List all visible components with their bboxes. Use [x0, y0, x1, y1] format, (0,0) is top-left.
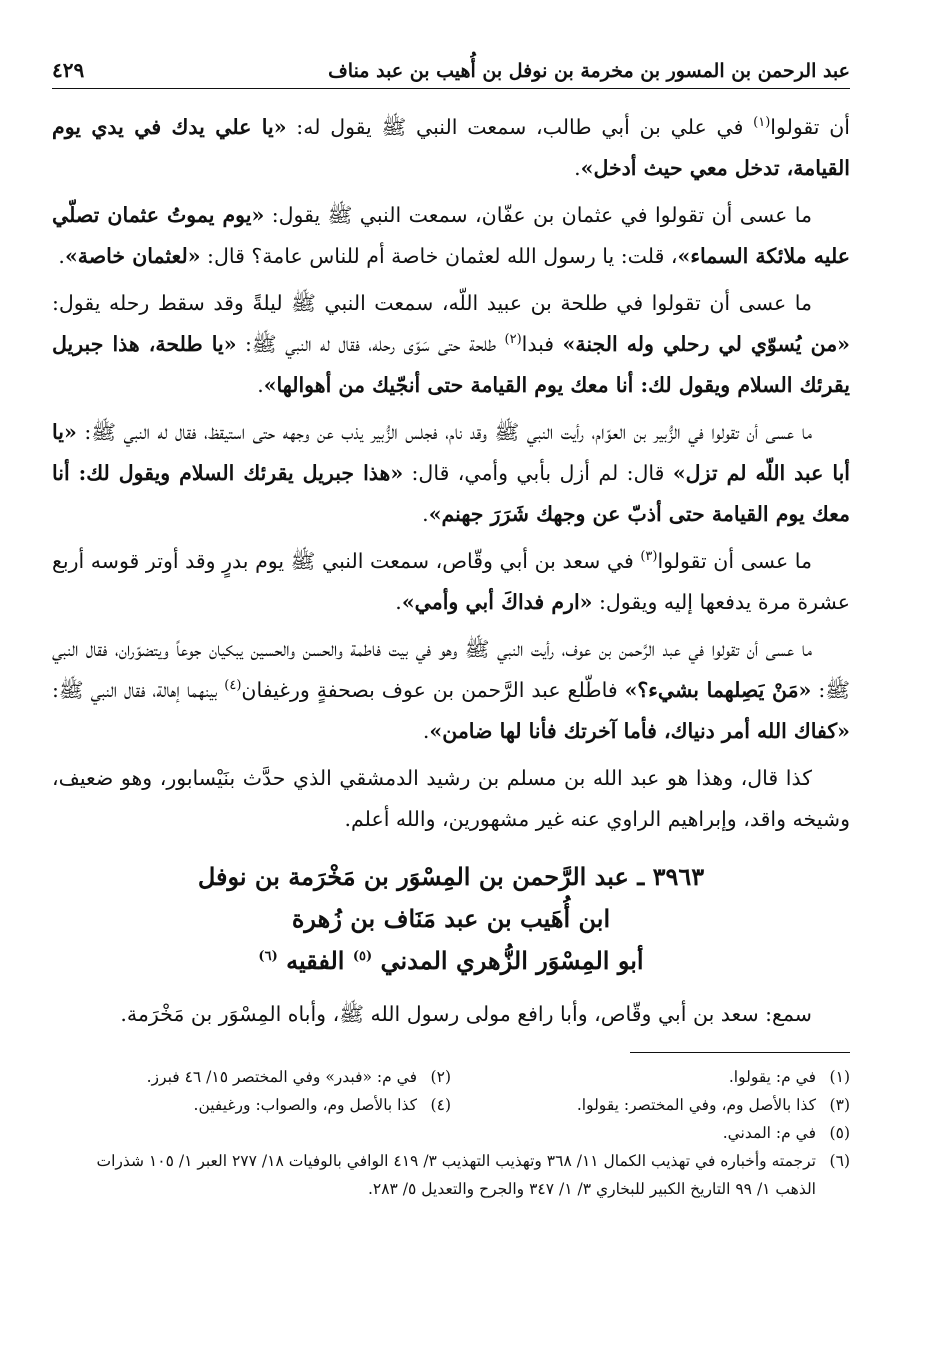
footnote-number: (٣) [829, 1096, 850, 1114]
hadith-quote: «من يُسوّي لي رحلي وله الجنة» [562, 332, 850, 356]
footnote-text: ترجمته وأخباره في تهذيب الكمال ١١/ ٣٦٨ وتهذيب التهذيب ٣/ ٤١٩ الوافي بالوفيات ١٨/ ٢٧٧ العبر ١/ ١٠٥ شذرات الذهب ١/ ٩٩ التاريخ الكبير للبخاري ٣/ ١/ ٣٤٧ والجرح والتعديل ٥/ ٢٨٣. [96, 1152, 816, 1198]
footnote-marker: (٥) [352, 949, 373, 964]
entry-epithet: الفقيه [277, 946, 353, 975]
footnotes [52, 1063, 850, 1203]
footnote-number: (٥) [829, 1124, 850, 1142]
text-run: فاطّلع عبد الرَّحمن بن عوف بصحفةٍ ورغيفان [241, 678, 625, 702]
footnote [52, 1119, 850, 1147]
footnote-marker: (٣) [640, 549, 658, 565]
text-run: ، قلت: يا رسول الله لعثمان خاصة أم للناس عامة؟ قال: [200, 244, 678, 268]
text-run: . [422, 502, 429, 526]
biography-entry-title [52, 856, 850, 982]
text-run: قال: لم أزل بأبي وأمي، قال: [403, 461, 673, 485]
book-page [52, 58, 850, 1203]
page-number: ٤٢٩ [52, 58, 85, 82]
entry-body: سمع: سعد بن أبي وقّاص، وأبا رافع مولى رسول الله ﷺ، وأباه المِسْوَر بن مَخْرَمة. [120, 1002, 812, 1026]
text-run: ما عسى أن تقولوا في طلحة بن عبيد اللّه، سمعت النبي ﷺ ليلةً وقد سقط رحله يقول: [52, 291, 812, 315]
footnote-text: في م: «فبدر» وفي المختصر ١٥/ ٤٦ فبرز. [146, 1068, 417, 1086]
text-run: أن تقولوا [770, 115, 851, 139]
text-run: كذا قال، وهذا هو عبد الله بن مسلم بن رشيد الدمشقي الذي حدَّث بنَيْسابور، وهو ضعيف، وشيخه واقد، وإبراهيم الراوي عنه غير مشهورين، والله أعلم. [52, 766, 850, 831]
footnote-number: (٦) [829, 1152, 850, 1170]
text-run: . [58, 244, 65, 268]
text-paragraph [52, 107, 850, 189]
footnote-number: (١) [829, 1068, 850, 1086]
main-text [52, 107, 850, 840]
text-run: في علي بن أبي طالب، سمعت النبي ﷺ يقول له: [286, 115, 754, 139]
text-paragraph [52, 541, 850, 623]
text-run: ما عسى أن تقولوا [657, 549, 812, 573]
footnote [451, 1091, 850, 1119]
footnote-marker: (١) [753, 115, 771, 131]
text-paragraph [52, 195, 850, 277]
footnote-text: كذا بالأصل وم، والصواب: ورغيفين. [193, 1096, 417, 1114]
hadith-quote: «كفاك الله أمر دنياك، فأما آخرتك فأنا لها ضامن» [429, 719, 850, 743]
text-run: . [422, 719, 430, 743]
text-run: . [257, 373, 264, 397]
entry-title-line [52, 940, 850, 982]
running-title: عبد الرحمن بن المسور بن مخرمة بن نوفل بن أُهيب بن عبد مناف [328, 60, 850, 82]
text-run: فبدا [521, 332, 563, 356]
entry-kunya: أبو المِسْوَر الزُّهري المدني [372, 946, 644, 975]
footnote-divider [630, 1052, 850, 1053]
text-paragraph [52, 412, 850, 535]
hadith-quote: «لعثمان خاصة» [64, 244, 201, 268]
footnote [52, 1091, 451, 1119]
text-paragraph [52, 758, 850, 840]
footnote-text: في م: المدني. [722, 1124, 816, 1142]
entry-title-line: ابن أُهَيب بن عبد مَنَاف بن زُهرة [291, 904, 611, 933]
footnote [52, 1063, 451, 1091]
text-run: ما عسى أن تقولوا في عثمان بن عفّان، سمعت النبي ﷺ يقول: [264, 203, 812, 227]
footnote-marker: (٤) [224, 678, 242, 694]
text-paragraph [52, 629, 850, 752]
footnote-marker: (٦) [258, 949, 278, 964]
footnote-marker: (٢) [504, 332, 522, 348]
text-paragraph [52, 283, 850, 406]
text-run: . [574, 156, 581, 180]
footnote [451, 1063, 850, 1091]
hadith-quote: «يا طلحة، هذا جبريل يقرئك السلام ويقول لك: أنا معك يوم القيامة حتى أنجّيك من أهوالها» [52, 332, 850, 397]
hadith-quote: «ارم فداكَ أبي وأمي» [401, 590, 593, 614]
footnote-number: (٤) [430, 1096, 451, 1114]
footnote-text: كذا بالأصل وم، وفي المختصر: يقولوا. [576, 1096, 816, 1114]
text-run: في سعد بن أبي وقّاص، سمعت النبي ﷺ يوم بدرٍ وقد أوتر قوسه أربع عشرة مرة يدفعها إليه ويقول: [52, 549, 850, 614]
entry-title-line: ٣٩٦٣ ـ عبد الرَّحمن بن المِسْوَر بن مَخْرَمة بن نوفل [197, 862, 705, 891]
text-run: طلحة حتى سَوّى رحله، فقال له النبي ﷺ: [236, 332, 505, 356]
hadith-quote: «يوم يموتُ عثمان تصلّي عليه ملائكة السماء» [52, 203, 850, 268]
footnote-text: في م: يقولوا. [728, 1068, 816, 1086]
hadith-quote: «مَنْ يَصِلهما بشيء؟» [624, 678, 812, 702]
text-run: ما عسى أن تقولوا في عبد الرَّحمن بن عوف، رأيت النبي ﷺ وهو في بيت فاطمة والحسن والحسين يبكيان جوعاً ويتضوّران، فقال النبي ﷺ: [52, 637, 851, 702]
text-run: . [395, 590, 402, 614]
footnote-number: (٢) [430, 1068, 451, 1086]
text-run: ما عسى أن تقولوا في الزُّبير بن العوّام، رأيت النبي ﷺ وقد نام، فجلس الزُّبير يذب عن وجهه حتى استيقظ، فقال له النبي ﷺ: [76, 420, 812, 444]
hadith-quote: «يا أبا عبد اللّه لم تزل» [52, 420, 850, 485]
page-header [52, 58, 850, 89]
text-run: بينهما إهالة، فقال النبي ﷺ: [52, 678, 225, 702]
hadith-quote: «هذا جبريل يقرئك السلام ويقول لك: أنا معك يوم القيامة حتى أذبّ عن وجهك شَرَرَ جهنم» [52, 461, 850, 526]
hadith-quote: «يا علي يدك في يدي يوم القيامة، تدخل معي حيث أدخل» [52, 115, 850, 180]
footnote [52, 1147, 850, 1203]
